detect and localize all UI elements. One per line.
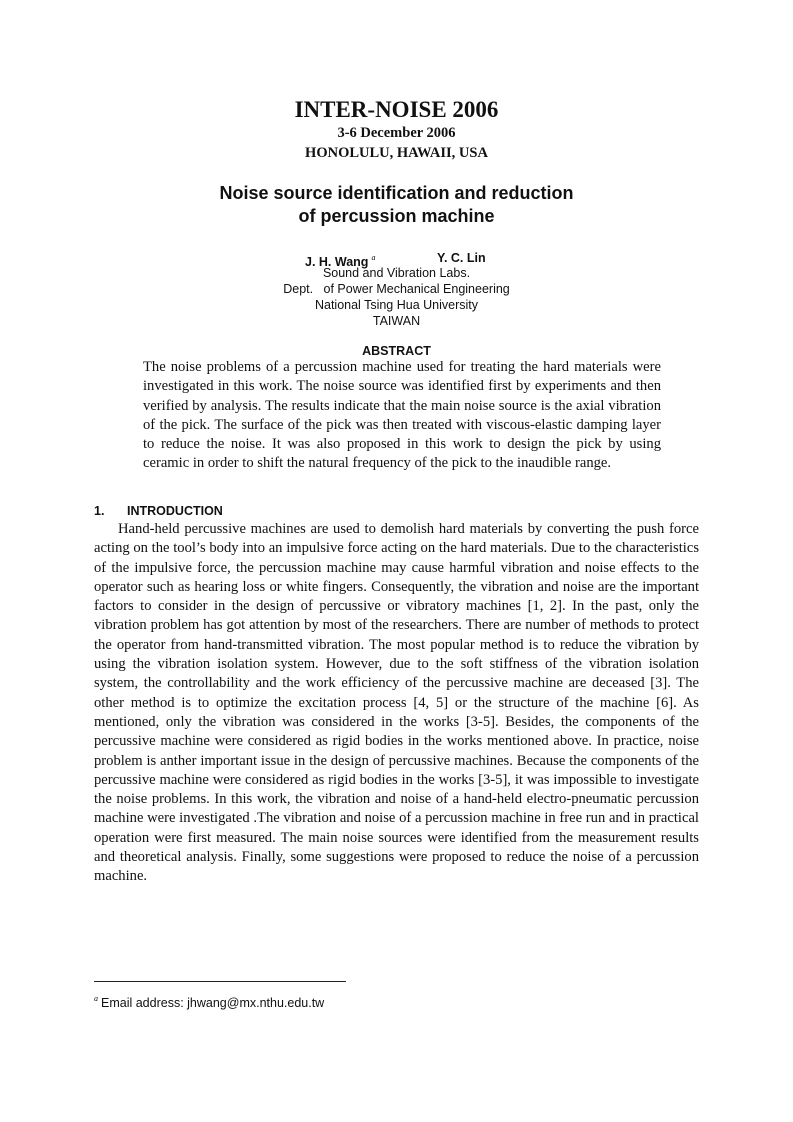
footnote-text: Email address: jhwang@mx.nthu.edu.tw [101, 996, 325, 1010]
footnote-divider [94, 981, 346, 982]
footnote [94, 991, 324, 1011]
conference-date: 3-6 December 2006 [337, 125, 456, 141]
section-title: INTRODUCTION [127, 504, 223, 518]
paper-title-line1: Noise source identification and reduction [219, 183, 574, 203]
author-1-name: J. H. Wang [305, 255, 369, 269]
footnote-mark: a [94, 994, 98, 1003]
paper-title-line2: of percussion machine [298, 206, 495, 226]
conference-title: INTER-NOISE 2006 [294, 97, 499, 122]
affiliation-country: TAIWAN [372, 314, 421, 328]
section-number: 1. [94, 504, 105, 518]
section-heading-introduction [94, 503, 223, 519]
abstract-heading: ABSTRACT [362, 344, 431, 358]
affiliation-lab: Sound and Vibration Labs. [322, 266, 471, 280]
author-1-footnote-mark: a [371, 253, 376, 262]
introduction-text: Hand-held percussive machines are used to demolish hard materials by converting the push force acting on the tool’s body into an impulsive force acting on the hard materials. Due to the characteristics of the impulsive force, the percussion machine may cause harmful vibration and noise effects to the operator such as hearing loss or white fingers. Consequently, the vibration and noise are the important factors to consider in the design of percussive or vibratory machines [1, 2]. In the past, only the vibration problem has got attention by most of the researchers. There are number of methods to protect the operator from hand-transmitted vibration. The most popular method is to reduce the vibration by using the vibration isolation system. However, due to the soft stiffness of the vibration isolation system, the controllability and the work efficiency of the percussive machine are deceased [3]. The other method is to optimize the excitation process [4, 5] or the structure of the machine [6]. As mentioned, only the vibration was considered in the works [3-5]. Besides, the components of the percussive machine were considered as rigid bodies in the works mentioned above. In practice, noise problem is anther important issue in the design of percussive machines. Because the components of the percussive machine were considered as rigid bodies in the works [3-5], it was impossible to investigate the noise problems. In this work, the vibration and noise of a hand-held electro-pneumatic percussion machine were investigated .The vibration and noise of a percussion machine in free run and in practical operation were first measured. The main noise sources were identified from the measurement results and theoretical analysis. Finally, some suggestions were proposed to reduce the noise of a percussion machine. [94, 521, 699, 885]
paper-title [0, 182, 793, 228]
affiliation-university: National Tsing Hua University [314, 298, 479, 312]
conference-location: HONOLULU, HAWAII, USA [305, 145, 488, 161]
affiliation-department: Dept. of Power Mechanical Engineering [283, 282, 510, 296]
abstract-text: The noise problems of a percussion machine used for treating the hard materials were investigated in this work. The noise source was identified first by experiments and then verified by analysis. The results indicate that the main noise source is the axial vibration of the pick. The surface of the pick was then treated with viscous-elastic damping layer to reduce the noise. It was also proposed in this work to design the pick by using ceramic in order to shift the natural frequency of the pick to the inaudible range. [143, 359, 661, 472]
author-2: Y. C. Lin [437, 251, 486, 265]
